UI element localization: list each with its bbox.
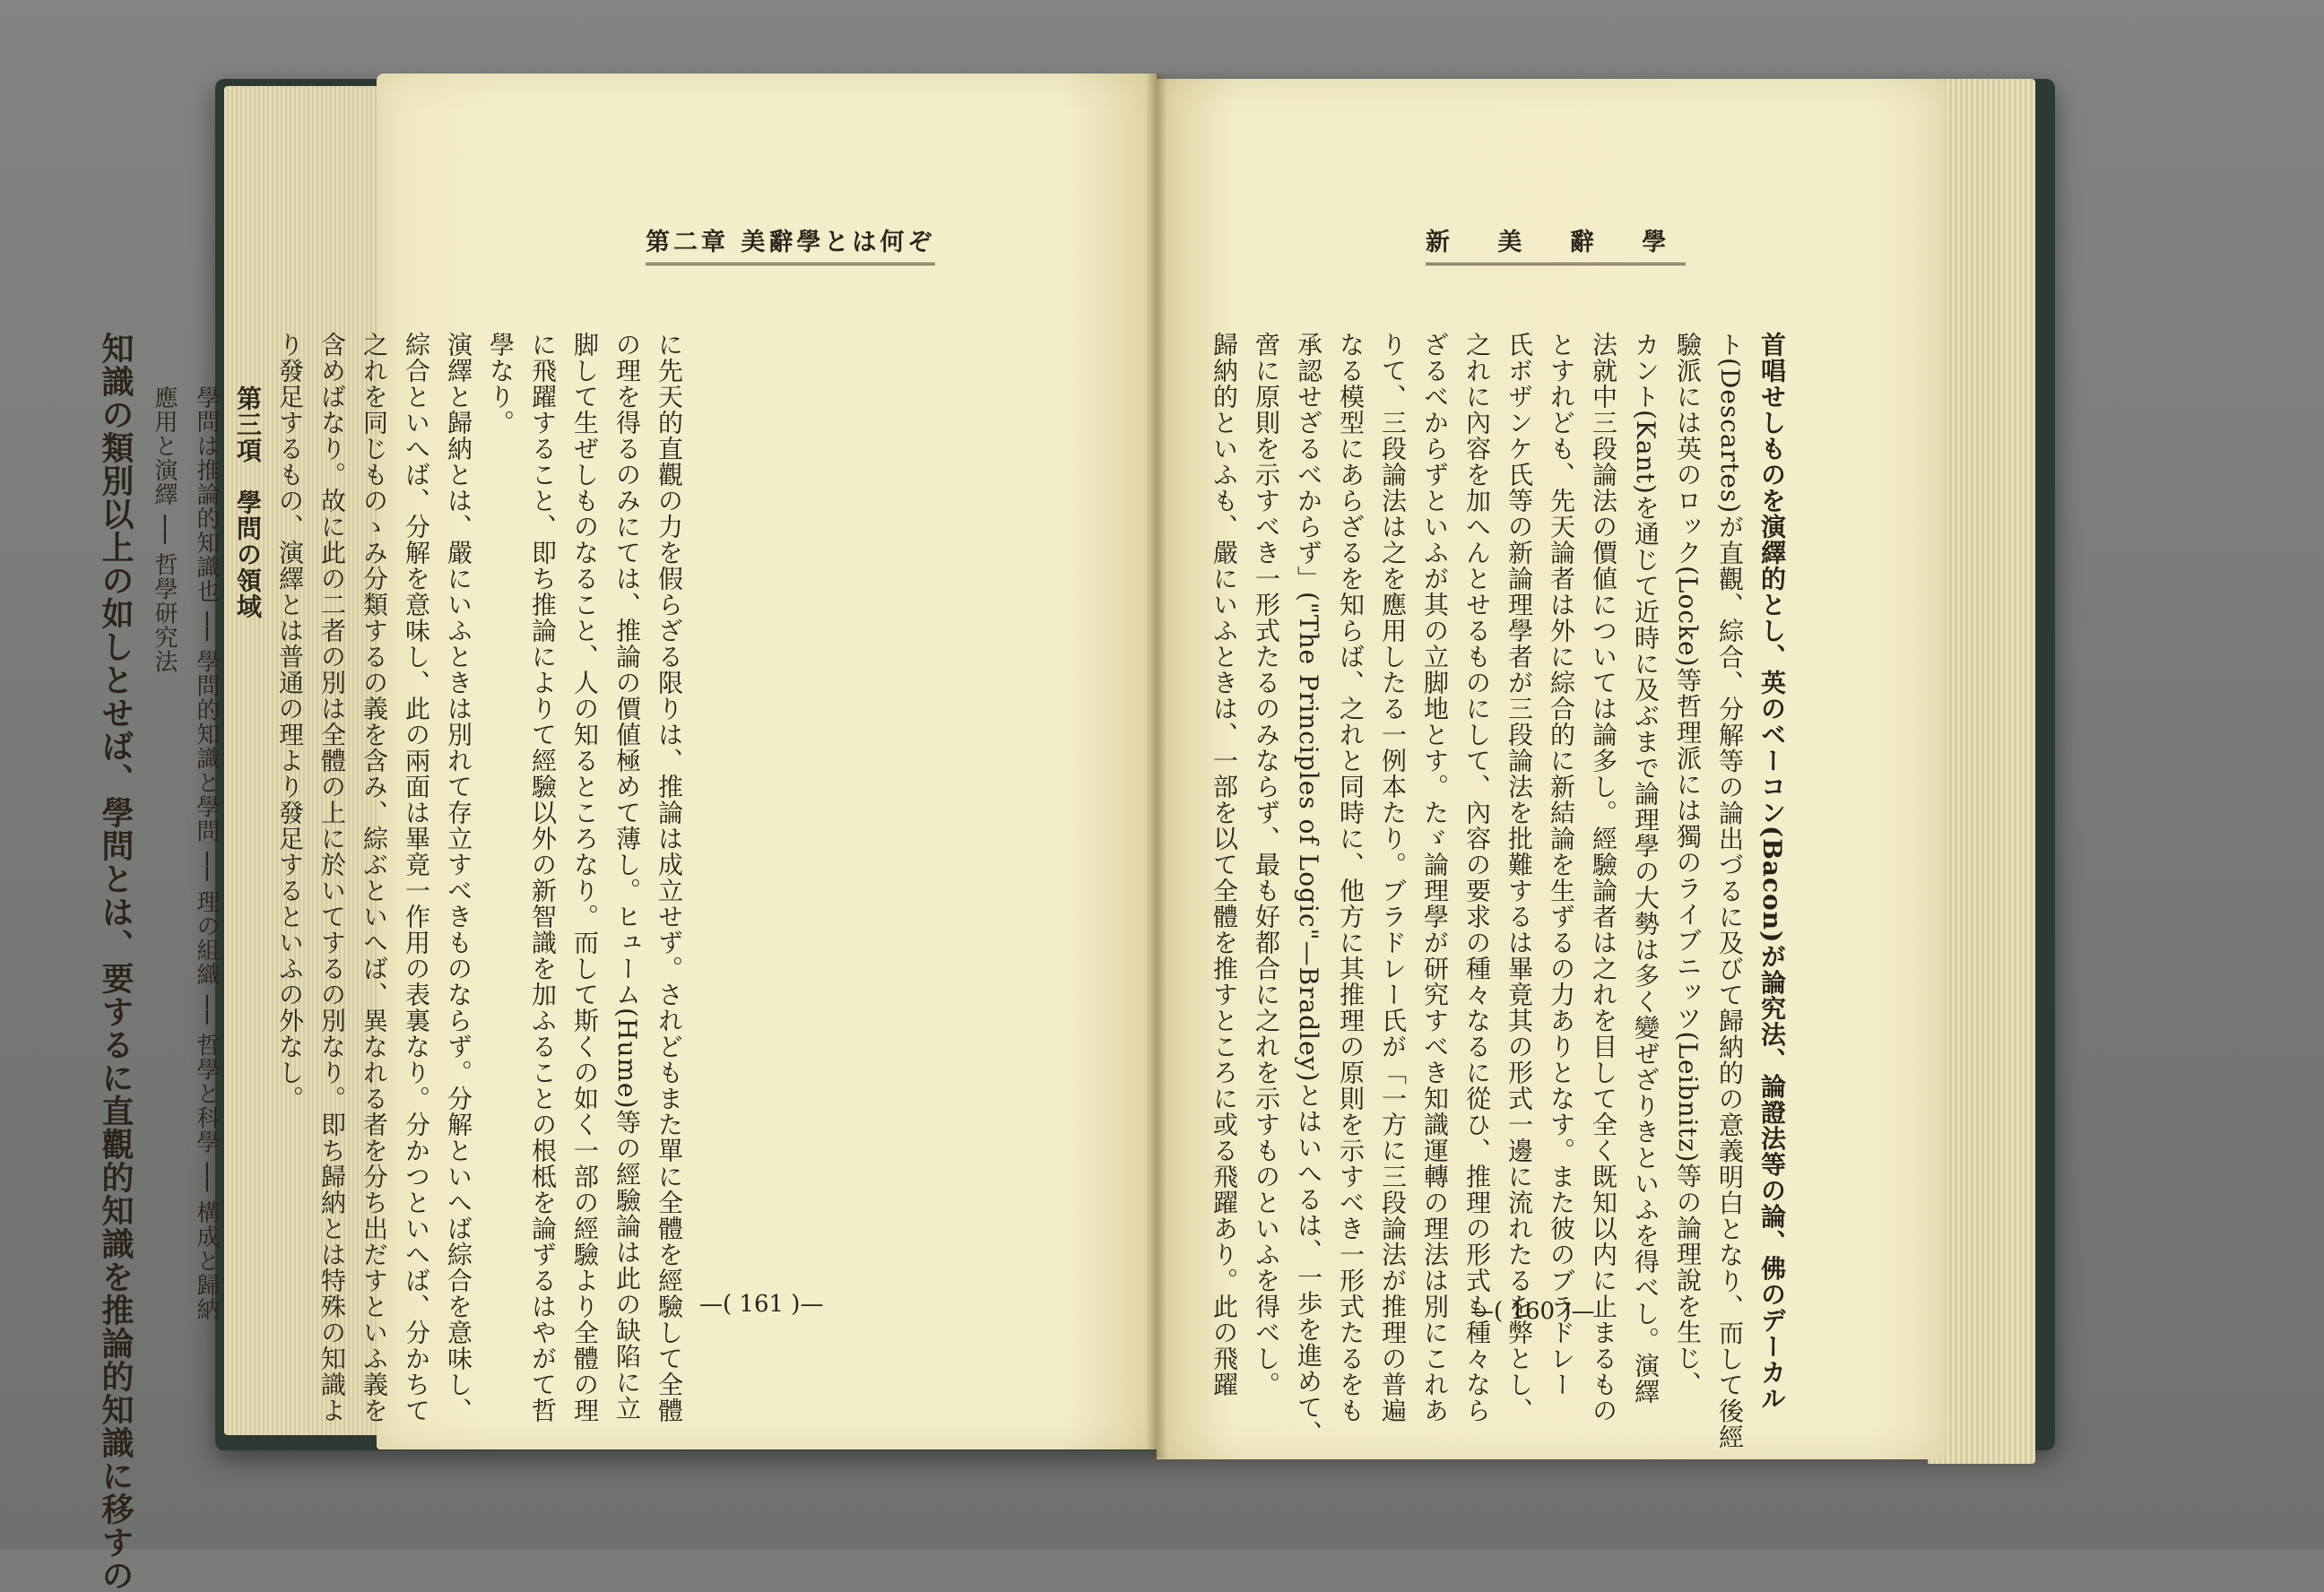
text-line: なる模型にあらざるを知らば、之れと同時に、他方に其推理の原則を示すべき一形式たるをも xyxy=(1336,332,1366,1423)
text-line: 氏ボザンケ氏等の新論理學者が三段論法を批難するは畢竟其の形式一邊に流れたるを弊とし、 xyxy=(1505,332,1534,1423)
text-line: の理を得るのみにては、推論の價値極めて薄し。ヒューム(Hume)等の經驗論は此の缺陷に立 xyxy=(612,332,642,1422)
book-gutter xyxy=(1146,74,1167,1458)
text-line: 啻に原則を示すべき一形式たるのみならず、最も好都合に之れを示すものといふを得べし。 xyxy=(1252,332,1281,1397)
text-line: 之れを同じものゝみ分類するの義を含み、綜ぶといへば、異なれる者を分ち出だすといふ義を xyxy=(360,332,389,1423)
text-line: とすれども、先天論者は外に綜合的に新結論を生ずるの力ありとなす。また彼のブラドレー xyxy=(1547,332,1576,1397)
text-line: に先天的直觀の力を假らざる限りは、推論は成立せず。されどもまた單に全體を經驗して全體 xyxy=(655,332,684,1423)
text-line: 之れに內容を加へんとせるものにして、內容の要求の種々なるに從ひ、推理の形式も種々なら xyxy=(1462,332,1492,1423)
text-line: 承認せざるべからず」("The Principles of Logic"—Bradley)とはいへるは、一歩を進めて、 xyxy=(1294,332,1323,1447)
right-page-text xyxy=(1203,332,1793,1450)
text-line: 脚して生ぜしものなること、人の知るところなり。而して斯くの如く一部の經驗より全體の理 xyxy=(570,332,600,1423)
text-line: 學なり。 xyxy=(486,332,516,436)
text-line: ト(Descartes)が直觀、綜合、分解等の論出づるに及びて歸納的の意義明白となり、而して後經 xyxy=(1715,332,1745,1450)
text-line: カント(Kant)を通じて近時に及ぶまで論理學の大勢は多く變ぜざりきといふを得べし。演繹 xyxy=(1631,332,1661,1405)
section-summary: 學問は推論的知識也 ── 學問的知識と學問 ── 理の組織 ── 哲學と科學 ── 構成と歸納 xyxy=(193,385,220,1322)
left-page-number: —( 161 )— xyxy=(699,1291,824,1318)
section-heading: 第三項 學問の領域 xyxy=(233,385,263,619)
text-line: 法就中三段論法の價値については論多し。經驗論者は之れを目して全く既知以内に止まるもの xyxy=(1589,332,1618,1423)
text-line: 綜合といへば、分解を意味し、此の兩面は畢竟一作用の表裏なり。分かつといへば、分かちて xyxy=(402,332,431,1423)
text-line: に飛躍すること、即ち推論によりて經驗以外の新智識を加ふることの根柢を論ずるはやがて哲 xyxy=(528,332,558,1423)
right-page-number: —( 160 )— xyxy=(1470,1298,1595,1325)
text-line: 歸納的といふも、嚴にいふときは、一部を以て全體を推すところに或る飛躍あり。此の飛躍 xyxy=(1210,332,1239,1397)
text-line: 含めばなり。故に此の二者の別は全體の上に於いてするの別なり。即ち歸納とは特殊の知識よ xyxy=(317,332,347,1423)
section-summary: 應用と演繹 ── 哲學研究法 xyxy=(151,385,178,674)
text-line: 知識の類別以上の如しとせば、學問とは、要するに直觀的知識を推論的知識に移すの xyxy=(97,332,134,1592)
left-running-header: 第二章 美辭學とは何ぞ xyxy=(646,222,935,265)
text-line: りて、三段論法は之を應用したる一例本たり。ブラドレー氏が「一方に三段論法が推理の普遍 xyxy=(1378,332,1408,1423)
text-line: 驗派には英のロック(Locke)等哲理派には獨のライブニッツ(Leibnitz)等の論理說を生じ、 xyxy=(1673,332,1703,1397)
left-page-text xyxy=(89,332,690,1592)
text-line: 演繹と歸納とは、嚴にいふときは別れて存立すべきものならず。分解といへば綜合を意味し、 xyxy=(444,332,473,1423)
text-line: 首唱せしものを演繹的とし、英のベーコン(Bacon)が論究法、論證法等の論、佛のデーカル xyxy=(1757,332,1787,1412)
text-line: ざるべからずといふが其の立脚地とす。たゞ論理學が研究すべき知識運轉の理法は別にこれあ xyxy=(1420,332,1450,1423)
text-line: り發足するもの、演繹とは普通の理より發足するといふの外なし。 xyxy=(275,332,305,1112)
right-running-header: 新 美 辭 學 xyxy=(1426,222,1686,265)
